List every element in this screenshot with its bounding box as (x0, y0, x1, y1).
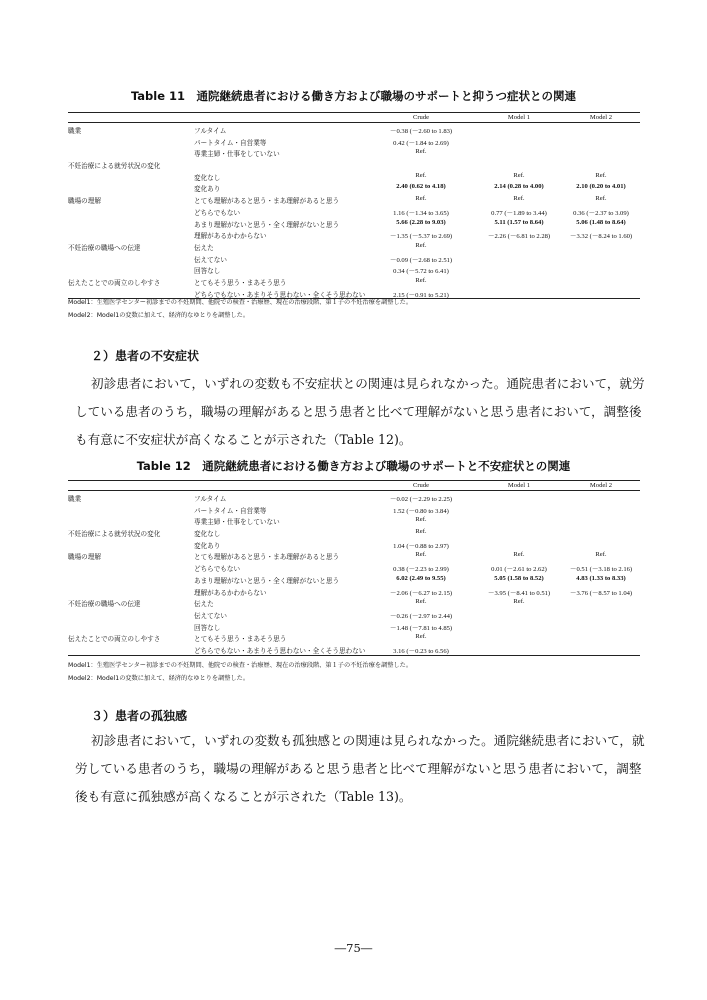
table-row (68, 503, 640, 515)
crude-value: 0.34 (－5.72 to 6.41) (393, 268, 449, 276)
model1-value: Ref. (513, 551, 525, 559)
table11-header-model1: Model 1 (507, 114, 531, 121)
crude-value: Ref. (415, 148, 427, 156)
row-item-label: 変化なし (194, 174, 221, 182)
table12-note-model1: Model1：生殖医学センター初診までの不妊期間、他院での検査・治療歴、現在の治療段階、第１子の不妊治療を調整した。 (68, 662, 413, 669)
table11 (68, 112, 640, 299)
table-row (68, 538, 640, 550)
section3-line-3: 後も有意に孤独感が高くなることが示された（Table 13)。 (75, 789, 412, 804)
table12-header-model1: Model 1 (507, 482, 531, 489)
row-item-label: 変化あり (194, 542, 221, 550)
table-row (68, 275, 640, 287)
table-row (68, 146, 640, 158)
model2-value: Ref. (595, 171, 607, 179)
table11-body (68, 123, 640, 298)
row-item-label: 伝えてない (194, 612, 227, 620)
crude-value: －1.35 (－5.37 to 2.69) (389, 233, 453, 241)
row-item-label: どちらでもない (194, 566, 241, 574)
section2-line-3: も有意に不安症状が高くなることが示された（Table 12)。 (75, 432, 412, 447)
table-row (68, 205, 640, 217)
section3-paragraph (75, 727, 645, 811)
table-row (68, 228, 640, 240)
row-group-label: 伝えたことでの両立のしやすさ (68, 279, 161, 287)
table-row (68, 170, 640, 182)
table12-body (68, 491, 640, 655)
section2-heading: ２）患者の不安症状 (91, 349, 200, 363)
row-item-label: フルタイム (194, 496, 227, 503)
row-item-label: どちらでもない (194, 209, 241, 217)
table-row (68, 181, 640, 193)
table12-title: Table 12 通院継続患者における働き方および職場のサポートと不安症状との関連 (136, 459, 571, 473)
row-item-label: 伝えた (194, 601, 214, 609)
model2-value: －3.76 (－8.57 to 1.04) (569, 589, 633, 597)
row-item-label: 専業主婦・仕事をしていない (194, 151, 280, 159)
crude-value: 1.16 (－1.34 to 3.65) (393, 209, 449, 217)
row-item-label: 回答なし (194, 268, 221, 276)
table-row (68, 573, 640, 585)
row-group-label: 不妊治療による就労状況の変化 (68, 531, 161, 539)
table11-header (68, 112, 640, 123)
table12 (68, 480, 640, 656)
model2-value: 4.83 (1.33 to 8.33) (576, 574, 626, 582)
row-item-label: とても理解があると思う・まあ理解があると思う (194, 554, 340, 562)
row-item-label: フルタイム (194, 128, 227, 135)
row-item-label: 理解があるかわからない (194, 589, 267, 597)
row-item-label: 回答なし (194, 624, 221, 632)
row-item-label: 変化あり (194, 186, 221, 194)
table12-header-crude: Crude (412, 482, 430, 489)
table11-note-model2: Model2：Model1の変数に加えて、経済的なゆとりを調整した。 (68, 312, 250, 319)
row-item-label: あまり理解がないと思う・全く理解がないと思う (194, 577, 340, 585)
row-item-label: パートタイム・自営業等 (194, 139, 267, 147)
table11-title: Table 11 通院継続患者における働き方および職場のサポートと抑うつ症状との関連 (130, 89, 577, 103)
model1-value: Ref. (513, 195, 525, 203)
row-group-label: 伝えたことでの両立のしやすさ (68, 636, 161, 644)
row-group-label: 不妊治療による就労状況の変化 (68, 163, 161, 171)
model2-value: 5.06 (1.48 to 8.64) (576, 218, 626, 226)
table12-header-model2: Model 2 (589, 482, 613, 489)
row-group-label: 職場の理解 (68, 554, 101, 562)
table-row (68, 514, 640, 526)
model1-value: Ref. (513, 171, 525, 179)
row-group-label: 職業 (68, 496, 82, 503)
crude-value: Ref. (415, 528, 427, 536)
crude-value: －0.09 (－2.68 to 2.51) (389, 256, 453, 264)
crude-value: Ref. (415, 241, 427, 249)
table-row (68, 123, 640, 135)
model2-value: Ref. (595, 551, 607, 559)
row-item-label: 理解があるかわからない (194, 233, 267, 241)
row-item-label: 専業主婦・仕事をしていない (194, 519, 280, 527)
table-row (68, 135, 640, 147)
crude-value: 2.40 (0.62 to 4.18) (396, 183, 446, 191)
crude-value: Ref. (415, 516, 427, 524)
table-row (68, 585, 640, 597)
crude-value: －0.38 (－2.60 to 1.83) (389, 128, 453, 135)
section3-line-1: 初診患者において，いずれの変数も孤独感との関連は見られなかった。通院継続患者において，就 (91, 733, 645, 748)
crude-value: 2.15 (－0.91 to 5.21) (393, 291, 449, 299)
table12-note-model2: Model2：Model1の変数に加えて、経済的なゆとりを調整した。 (68, 675, 250, 682)
row-item-label: 伝えてない (194, 256, 227, 264)
row-item-label: パートタイム・自営業等 (194, 507, 267, 515)
model2-value: －0.51 (－3.18 to 2.16) (569, 566, 633, 574)
row-group-label: 職業 (68, 128, 82, 135)
row-item-label: 変化なし (194, 531, 221, 539)
crude-value: Ref. (415, 171, 427, 179)
table-row (68, 263, 640, 275)
row-item-label: あまり理解がないと思う・全く理解がないと思う (194, 221, 340, 229)
row-item-label: 伝えた (194, 244, 214, 252)
table-row (68, 620, 640, 632)
table-row (68, 561, 640, 573)
table-row (68, 631, 640, 643)
crude-value: Ref. (415, 195, 427, 203)
row-item-label: とてもそう思う・まあそう思う (194, 279, 287, 287)
row-group-label: 不妊治療の職場への伝達 (68, 601, 141, 609)
row-item-label: とても理解があると思う・まあ理解があると思う (194, 198, 340, 206)
row-item-label: どちらでもない・あまりそう思わない・全くそう思わない (194, 647, 366, 655)
model1-value: 5.05 (1.58 to 8.52) (494, 574, 544, 582)
model1-value: Ref. (513, 598, 525, 606)
row-item-label: どちらでもない・あまりそう思わない・全くそう思わない (194, 291, 366, 299)
model2-value: 0.36 (－2.37 to 3.09) (573, 209, 629, 217)
table-row (68, 608, 640, 620)
crude-value: －1.48 (－7.81 to 4.85) (389, 624, 453, 632)
model1-value: 0.01 (－2.61 to 2.62) (491, 566, 547, 574)
crude-value: Ref. (415, 276, 427, 284)
crude-value: 3.16 (－0.23 to 6.56) (393, 647, 449, 655)
row-item-label: とてもそう思う・まあそう思う (194, 636, 287, 644)
table11-header-crude: Crude (412, 114, 430, 121)
table-row (68, 252, 640, 264)
crude-value: －0.26 (－2.97 to 2.44) (389, 612, 453, 620)
table-row (68, 240, 640, 252)
section2-line-2: している患者のうち，職場の理解があると思う患者と比べて理解がないと思う患者において，調整後 (75, 404, 642, 419)
model1-value: 5.11 (1.57 to 8.64) (494, 218, 544, 226)
crude-value: Ref. (415, 633, 427, 641)
row-group-label: 職場の理解 (68, 198, 101, 206)
crude-value: Ref. (415, 598, 427, 606)
crude-value: Ref. (415, 551, 427, 559)
row-group-label: 不妊治療の職場への伝達 (68, 244, 141, 252)
crude-value: －2.06 (－6.27 to 2.15) (389, 589, 453, 597)
crude-value: 6.02 (2.49 to 9.55) (396, 574, 446, 582)
crude-value: －0.02 (－2.29 to 2.25) (389, 496, 453, 503)
model2-value: Ref. (595, 195, 607, 203)
table11-header-model2: Model 2 (589, 114, 613, 121)
crude-value: 1.04 (－0.88 to 2.97) (393, 542, 449, 550)
model1-value: 0.77 (－1.89 to 3.44) (491, 209, 547, 217)
section2-line-1: 初診患者において，いずれの変数も不安症状との関連は見られなかった。通院患者において，就労 (91, 376, 645, 391)
model2-value: －3.32 (－8.24 to 1.60) (569, 233, 633, 241)
table-row (68, 526, 640, 538)
crude-value: 1.52 (－0.80 to 3.84) (393, 507, 449, 515)
table-row (68, 158, 640, 170)
model1-value: －3.95 (－8.41 to 0.51) (487, 589, 551, 597)
crude-value: 0.42 (－1.84 to 2.69) (393, 139, 449, 147)
table-row (68, 491, 640, 503)
table-row (68, 643, 640, 655)
table11-note-model1: Model1：生殖医学センター初診までの不妊期間、他院での検査・治療歴、現在の治療段階、第１子の不妊治療を調整した。 (68, 299, 413, 306)
section2-paragraph (75, 370, 645, 454)
crude-value: 0.38 (－2.23 to 2.99) (393, 566, 449, 574)
table12-header (68, 480, 640, 491)
section3-line-2: 労している患者のうち，職場の理解があると思う患者と比べて理解がないと思う患者において，調整 (75, 761, 642, 776)
model1-value: －2.26 (－6.81 to 2.28) (487, 233, 551, 241)
table-row (68, 549, 640, 561)
model2-value: 2.10 (0.20 to 4.01) (576, 183, 626, 191)
table-row (68, 193, 640, 205)
table-row (68, 596, 640, 608)
table-row (68, 217, 640, 229)
crude-value: 5.66 (2.28 to 9.03) (396, 218, 446, 226)
section3-heading: ３）患者の孤独感 (91, 709, 188, 723)
page-number: ―75― (334, 941, 373, 955)
model1-value: 2.14 (0.28 to 4.00) (494, 183, 544, 191)
